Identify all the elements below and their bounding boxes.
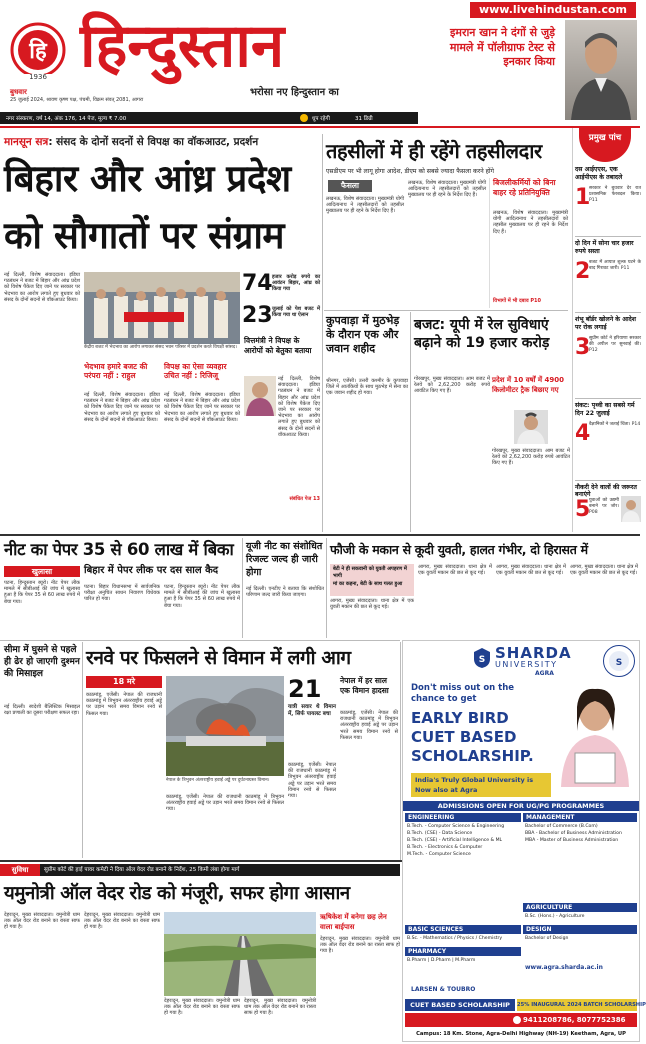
sharda-col2-i3: MBA - Master of Business Administration [525, 838, 619, 843]
yamuna-road-photo [164, 912, 316, 996]
sidebar-item-1-head: दस आईएएस, एक आईपीएस के तबादले [575, 166, 623, 181]
yamuna-label: सुविधा [0, 864, 40, 876]
yamuna-side [320, 912, 400, 1040]
sitharaman-photo [244, 376, 276, 416]
girl-box-2: मां का कहना, बेटी के साथ गलत हुआ [333, 581, 403, 587]
sharda-col2-k1: Bachelor of Design [525, 936, 569, 941]
sharda-col1-i4: B.Tech. - Electronics & Computer [407, 845, 483, 850]
sidebar-item-2[interactable] [575, 240, 641, 310]
yamuna-body: देहरादून, मुख्य संवाददाता। यमुनोत्री धाम तक ऑल वेदर रोड बनाने का रास्ता साफ हो गया है। [4, 912, 80, 931]
girl-body-3: आगरा, मुख्य संवाददाता। थाना क्षेत्र में एक युवती मकान की छत से कूद गई। [496, 564, 566, 577]
sidebar-item-5-text: युवाओं को उद्यमी बनाने पर जोर। P08 [589, 498, 619, 515]
sharda-scholarship: CUET BASED SCHOLARSHIP [405, 999, 515, 1011]
sharda-col1-i3: B.Tech. (CSE) - Artificial Intelligence & ML [407, 838, 503, 843]
sidebar-item-4-num: 4 [575, 421, 591, 446]
svg-text:S: S [478, 655, 486, 665]
plane-stat-text: यात्री सवार थे विमान में, सिर्फ पायलट बचा [288, 704, 336, 717]
sidebar-item-2-head: दो दिन में सोना चार हजार रुपये सस्ता [575, 240, 634, 255]
yamuna-body-2: देहरादून, मुख्य संवाददाता। यमुनोत्री धाम तक ऑल वेदर रोड बनाने का रास्ता साफ हो गया है। [84, 912, 160, 931]
sidebar-title: प्रमुख पांच [588, 133, 622, 143]
sharda-tagline: Don't miss out on the chance to get [411, 683, 515, 704]
yamuna-strip [0, 864, 400, 876]
parliament-more[interactable]: संबंधित पेज 13 [289, 496, 320, 502]
sharda-batch: 25% INAUGURAL 2024 BATCH SCHOLARSHIP [517, 999, 637, 1011]
sun-icon [300, 114, 308, 122]
sharda-col2-h3: DESIGN [523, 925, 637, 934]
sidebar-item-3-head: शंभू बॉर्डर खोलने के आदेश पर रोक लगाई [575, 316, 637, 331]
plane-label: 18 मरे [86, 676, 162, 688]
railway-official-photo [514, 410, 548, 444]
neet-headline: नीट का पेपर 35 से 60 लाख में बिका [4, 540, 234, 559]
paper-tagline: भरोसा नए हिन्दुस्तान का [250, 87, 339, 98]
sidebar-item-1-text: सरकार ने बुधवार देर रात प्रशासनिक फेरबदल किया। P11 [589, 186, 641, 203]
day: बुधवार [10, 88, 27, 96]
logo-year: 1936 [29, 73, 47, 81]
plane-side-headline[interactable]: नेपाल में हर साल एक विमान हादसा [340, 676, 389, 695]
yamuna-photo-caption: ऋषिकेश में बनेगा छह लेन वाला बाईपास [320, 913, 387, 931]
plane-body-3: काठमांडू, एजेंसी। नेपाल की राजधानी काठमांडू में त्रिभुवन अंतरराष्ट्रीय हवाई अड्डे पर उड़ान भरते समय विमान रनवे से फिसल गया। [288, 762, 336, 800]
sidebar-item-2-num: 2 [575, 259, 591, 284]
svg-text:S: S [615, 658, 623, 668]
paper-title: हिन्दुस्तान [80, 11, 285, 81]
tehsil-box-title: बिजलीकर्मियों को बिना बाहर रहे प्रतिनियुक्ति [493, 178, 556, 197]
sharda-col1 [405, 813, 521, 983]
neet-sub[interactable]: बिहार में पेपर लीक पर दस साल कैद [84, 565, 219, 576]
sharda-city: AGRA [535, 670, 554, 677]
sharda-logo-icon [473, 647, 491, 669]
weather-temp: 31 डिग्री [355, 116, 373, 122]
sharda-col1-k1: B.Pharm | D.Pharm | M.Pharm [407, 958, 476, 963]
sharda-badge [411, 773, 551, 797]
sharda-website[interactable]: www.agra.sharda.ac.in [525, 964, 603, 971]
sharda-col1-h3: PHARMACY [405, 947, 521, 956]
sharda-phone: 9411208786, 8077752386 [523, 1016, 626, 1024]
parliament-sub2-body: नई दिल्ली, विशेष संवाददाता। इंडिया गठबंधन ने बजट में बिहार और आंध्र प्रदेश को विशेष पैकेज दिए जाने पर सरकार पर भेदभाव का आरोप लगाते हुए बुधवार को संसद के दोनों सदनों से वॉकआउट किया। [164, 392, 240, 423]
sharda-col2-i1: Bachelor of Commerce (B.Com) [525, 824, 598, 829]
railway-body: गोरखपुर, मुख्य संवाददाता। आम बजट में रेलवे को 2,62,200 करोड़ रुपये आवंटित किए गए हैं। [414, 376, 490, 395]
girl-body: आगरा, मुख्य संवाददाता। थाना क्षेत्र में एक युवती मकान की छत से कूद गई। [330, 598, 414, 611]
yamuna-side-body: देहरादून, मुख्य संवाददाता। यमुनोत्री धाम तक ऑल वेदर रोड बनाने का रास्ता साफ हो गया है। [320, 936, 400, 955]
tehsil-deck: एसडीएम पर भी लागू होगा आदेश, डीएम को सबसे ज्यादा फैसला करने होंगे [326, 168, 495, 175]
sharda-col2 [523, 813, 637, 983]
sharda-badge-text: India's Truly Global University is Now also at Agra [415, 776, 534, 794]
sharda-col2-j1: B.Sc. (Hons.) - Agriculture [525, 914, 585, 919]
edition-strip [0, 112, 418, 124]
plane-headline[interactable]: रनवे पर फिसलने से विमान में लगी आग [86, 647, 351, 669]
sharda-col1-i5: M.Tech. - Computer Science [407, 852, 471, 857]
promo-text: इमरान खान ने दंगों से जुड़े मामले में पॉलीग्राफ टेस्ट से इनकार किया [449, 26, 555, 68]
promo-box[interactable] [425, 20, 637, 120]
neet-headline-bar[interactable] [0, 538, 242, 562]
parliament-photo [84, 272, 240, 344]
tehsil-label: फैसला [328, 180, 372, 192]
parliament-sub3-body: नई दिल्ली, विशेष संवाददाता। इंडिया गठबंधन ने बजट में बिहार और आंध्र प्रदेश को विशेष पैकेज दिए जाने पर सरकार पर भेदभाव का आरोप लगाते हुए बुधवार को संसद के दोनों सदनों से वॉकआउट किया। [278, 376, 320, 438]
sharda-headline: EARLY BIRD CUET BASED SCHOLARSHIP. [411, 709, 534, 765]
seema-body: नई दिल्ली। स्वदेशी बैलिस्टिक मिसाइल रक्षा प्रणाली का दूसरा परीक्षण सफल रहा। [4, 704, 80, 717]
sharda-sub: UNIVERSITY [495, 660, 558, 669]
yamuna-headline[interactable]: यमुनोत्री ऑल वेदर रोड को मंजूरी, सफर होगा आसान [4, 883, 350, 904]
neet-result-headline[interactable]: यूजी नीट का संशोधित रिजल्ट जल्द ही जारी होगा [246, 541, 323, 578]
neet-sub-body-2: पटना, हिन्दुस्तान ब्यूरो। नीट पेपर लीक मामले में सीबीआई की जांच में खुलासा हुआ है कि पेपर 35 से 60 लाख रुपये में बेचा गया। [164, 584, 240, 609]
sidebar-item-2-text: बजट में आयात शुल्क घटने के बाद गिरावट जारी। P11 [589, 260, 641, 271]
weather-text: धूप रहेगी [312, 116, 330, 122]
sharda-col1-j1: B.Sc. - Mathematics / Physics / Chemistry [407, 936, 503, 941]
neet-label: खुलासा [4, 566, 80, 577]
sharda-col1-h2: BASIC SCIENCES [405, 925, 521, 934]
sharda-col1-i1: B.Tech. - Computer Science & Engineering [407, 824, 505, 829]
sidebar-item-5-photo [621, 496, 641, 522]
seema-headline[interactable]: सीमा में घुसने से पहले ही ढेर हो जाएगी दुश्मन की मिसाइल [4, 645, 80, 679]
girl-box-1: बेटी ने ही सकवानी को युवती अपहरण में भागी [333, 566, 407, 579]
tehsil-body-2: लखनऊ, विशेष संवाददाता। मुख्यमंत्री योगी आदित्यनाथ ने तहसीलदारों को तहसील मुख्यालय पर ही रहने के निर्देश दिए हैं। [408, 180, 486, 199]
parliament-stat2-num: 23 [242, 303, 273, 328]
sidebar-title-badge [579, 128, 631, 162]
parliament-kicker-rest: : संसद के दोनों सदनों से विपक्ष का वॉकआउट, प्रदर्शन [48, 136, 259, 148]
parliament-sub1: भेदभाव हमारे बजट की परंपरा नहीं : राहुल [84, 362, 148, 380]
neet-sub-body: पटना। बिहार विधानसभा में सार्वजनिक परीक्षा अनुचित साधन निवारण विधेयक पारित हो गया। [84, 584, 160, 603]
sharda-col1-h1: ENGINEERING [405, 813, 521, 822]
tehsil-box [489, 178, 567, 308]
sidebar-top5 [572, 128, 640, 532]
neet-body: पटना, हिन्दुस्तान ब्यूरो। नीट पेपर लीक मामले में सीबीआई की जांच में खुलासा हुआ है कि पेपर 35 से 60 लाख रुपये में बेचा गया। [4, 580, 80, 605]
plane-body-2: काठमांडू, एजेंसी। नेपाल की राजधानी काठमांडू में त्रिभुवन अंतरराष्ट्रीय हवाई अड्डे पर उड़ान भरते समय विमान रनवे से फिसल गया। [166, 794, 284, 813]
sharda-col2-h1: MANAGEMENT [523, 813, 637, 822]
parliament-stat1-text: हजार करोड़ रुपये का आवंटन बिहार, आंध्र को किया गया [272, 274, 320, 293]
yamuna-strip-text: सुप्रीम कोर्ट की हाई पावर कमेटी ने दिया ऑल वेदर रोड बनाने के निर्देश, 25 किमी लंबा होगा मार्ग [44, 867, 240, 873]
parliament-stat2-text: जुलाई को पेश बजट में किया गया था ऐलान [272, 306, 320, 319]
dateline: 25 जुलाई 2024, श्रावण कृष्ण पक्ष, पंचमी, विक्रम संवत् 2081, आगरा [10, 97, 144, 103]
sidebar-item-3-text: सुप्रीम कोर्ट ने हरियाणा सरकार की अपील पर सुनवाई की। P12 [589, 336, 641, 353]
railway-box [492, 376, 570, 532]
railway-headline[interactable]: बजट: यूपी में रेल सुविधाएं बढ़ाने को 19 हजार करोड़ [414, 317, 550, 351]
railway-box-title: प्रदेश में 10 वर्षों में 4900 किलोमीटर ट्रैक बिछाए गए [492, 376, 564, 394]
tehsil-headline[interactable]: तहसीलों में ही रहेंगे तहसीलदार [326, 139, 542, 163]
sidebar-item-4[interactable] [575, 402, 641, 478]
sharda-name: SHARDA [495, 644, 572, 662]
sidebar-item-4-text: वैज्ञानिकों ने जताई चिंता। P14 [589, 422, 641, 427]
sidebar-item-1[interactable] [575, 166, 641, 234]
kupwara-body: श्रीनगर, एजेंसी। उत्तरी कश्मीर के कुपवाड़ा जिले में आतंकियों के साथ मुठभेड़ में सेना का एक जवान शहीद हो गया। [326, 378, 408, 397]
site-url[interactable]: www.livehindustan.com [470, 2, 636, 18]
plane-side-body: काठमांडू, एजेंसी। नेपाल की राजधानी काठमांडू में त्रिभुवन अंतरराष्ट्रीय हवाई अड्डे पर उड़ान भरते समय विमान रनवे से फिसल गया। [340, 710, 398, 741]
sidebar-item-3-num: 3 [575, 335, 591, 360]
sharda-col2-i2: BBA - Bachelor of Business Administration [525, 831, 622, 836]
yamuna-body-4: देहरादून, मुख्य संवाददाता। यमुनोत्री धाम तक ऑल वेदर रोड बनाने का रास्ता साफ हो गया है। [244, 998, 316, 1017]
yamuna-body-3: देहरादून, मुख्य संवाददाता। यमुनोत्री धाम तक ऑल वेदर रोड बनाने का रास्ता साफ हो गया है। [164, 998, 240, 1017]
sidebar-item-5-num: 5 [575, 497, 591, 522]
parliament-photo-caption: केंद्रीय बजट में भेदभाव का आरोप लगाकर संसद भवन परिसर में प्रदर्शन करते विपक्षी सांसद। [84, 345, 237, 350]
neet-result-body: नई दिल्ली। एनटीए ने बताया कि संशोधित परिणाम जल्द जारी किया जाएगा। [246, 586, 324, 599]
sharda-admissions: ADMISSIONS OPEN FOR UG/PG PROGRAMMES [403, 801, 639, 811]
sidebar-item-1-num: 1 [575, 185, 591, 210]
imran-khan-photo [565, 20, 637, 120]
plane-photo [166, 676, 284, 776]
sharda-address: Campus: 18 Km. Stone, Agra-Delhi Highway (NH-19) Keetham, Agra, UP [416, 1031, 626, 1037]
tehsil-box-body: लखनऊ, विशेष संवाददाता। मुख्यमंत्री योगी आदित्यनाथ ने तहसीलदारों को तहसील मुख्यालय पर ही रहने के निर्देश दिए हैं। [493, 210, 568, 235]
sidebar-item-5[interactable] [575, 484, 641, 532]
girl-body-2: आगरा, मुख्य संवाददाता। थाना क्षेत्र में एक युवती मकान की छत से कूद गई। [418, 564, 492, 577]
kupwara-headline[interactable]: कुपवाड़ा में मुठभेड़ के दौरान एक और जवान शहीद [326, 314, 400, 355]
parliament-kicker [4, 134, 320, 150]
girl-box [330, 564, 414, 596]
girl-headline[interactable]: फौजी के मकान से कूदी युवती, हालत गंभीर, दो हिरासत में [330, 542, 588, 557]
plane-stat-num: 21 [288, 675, 322, 703]
phone-icon [513, 1016, 521, 1024]
parliament-sub1-body: नई दिल्ली, विशेष संवाददाता। इंडिया गठबंधन ने बजट में बिहार और आंध्र प्रदेश को विशेष पैकेज दिए जाने पर सरकार पर भेदभाव का आरोप लगाते हुए बुधवार को संसद के दोनों सदनों से वॉकआउट किया। [84, 392, 160, 423]
sidebar-item-3[interactable] [575, 316, 641, 396]
tehsil-box-more[interactable]: विभागों में भी दबाव P10 [493, 298, 541, 304]
parliament-headline[interactable]: बिहार और आंध्र प्रदेश को सौगातों पर संग्राम [4, 157, 291, 257]
sidebar-item-5-head: नौकरी देने वालों की जरूरत बनाएंगे [575, 484, 637, 498]
sidebar-item-4-head: संकट: पृथ्वी का सबसे गर्म दिन 22 जुलाई [575, 402, 635, 417]
girl-body-4: आगरा, मुख्य संवाददाता। थाना क्षेत्र में एक युवती मकान की छत से कूद गई। [570, 564, 638, 577]
masthead [0, 0, 640, 124]
parliament-stat1-num: 74 [242, 271, 273, 296]
parliament-sub2: विपक्ष का ऐसा व्यवहार उचित नहीं : रिजिजू [164, 362, 227, 380]
railway-box-body: गोरखपुर, मुख्य संवाददाता। आम बजट में रेलवे को 2,62,200 करोड़ रुपये आवंटित किए गए हैं। [492, 448, 570, 467]
parliament-sub3: वित्तमंत्री ने विपक्ष के आरोपों को बेतुका बताया [244, 336, 312, 355]
sharda-col2-h2: AGRICULTURE [523, 903, 637, 912]
edition-text: नगर संस्करण, वर्ष 14, अंक 176, 14 पेज, मूल्य ₹ 7.00 [6, 116, 127, 122]
sharda-student-photo [553, 683, 637, 787]
logo-emblem [6, 20, 70, 84]
svg-text:हि: हि [29, 39, 47, 64]
plane-body: काठमांडू, एजेंसी। नेपाल की राजधानी काठमांडू में त्रिभुवन अंतरराष्ट्रीय हवाई अड्डे पर उड़ान भरते समय विमान रनवे से फिसल गया। [86, 692, 162, 717]
sharda-col1-i2: B.Tech. (CSE) - Data Science [407, 831, 473, 836]
sharda-corner-logo [603, 645, 635, 677]
parliament-body: नई दिल्ली, विशेष संवाददाता। इंडिया गठबंधन ने बजट में बिहार और आंध्र प्रदेश को विशेष पैकेज दिए जाने पर सरकार पर भेदभाव का आरोप लगाते हुए बुधवार को संसद के दोनों सदनों से वॉकआउट किया। [4, 272, 80, 303]
sharda-partner: LARSEN & TOUBRO [411, 986, 476, 993]
sharda-ad[interactable] [402, 640, 646, 1042]
plane-photo-caption: नेपाल के त्रिभुवन अंतरराष्ट्रीय हवाई अड्डे पर दुर्घटनाग्रस्त विमान। [166, 778, 270, 783]
tehsil-body: लखनऊ, विशेष संवाददाता। मुख्यमंत्री योगी आदित्यनाथ ने तहसीलदारों को तहसील मुख्यालय पर ही रहने के निर्देश दिए हैं। [326, 196, 404, 215]
sharda-phone-bar[interactable] [405, 1013, 637, 1027]
parliament-kicker-label: मानसून सत्र [4, 136, 49, 148]
